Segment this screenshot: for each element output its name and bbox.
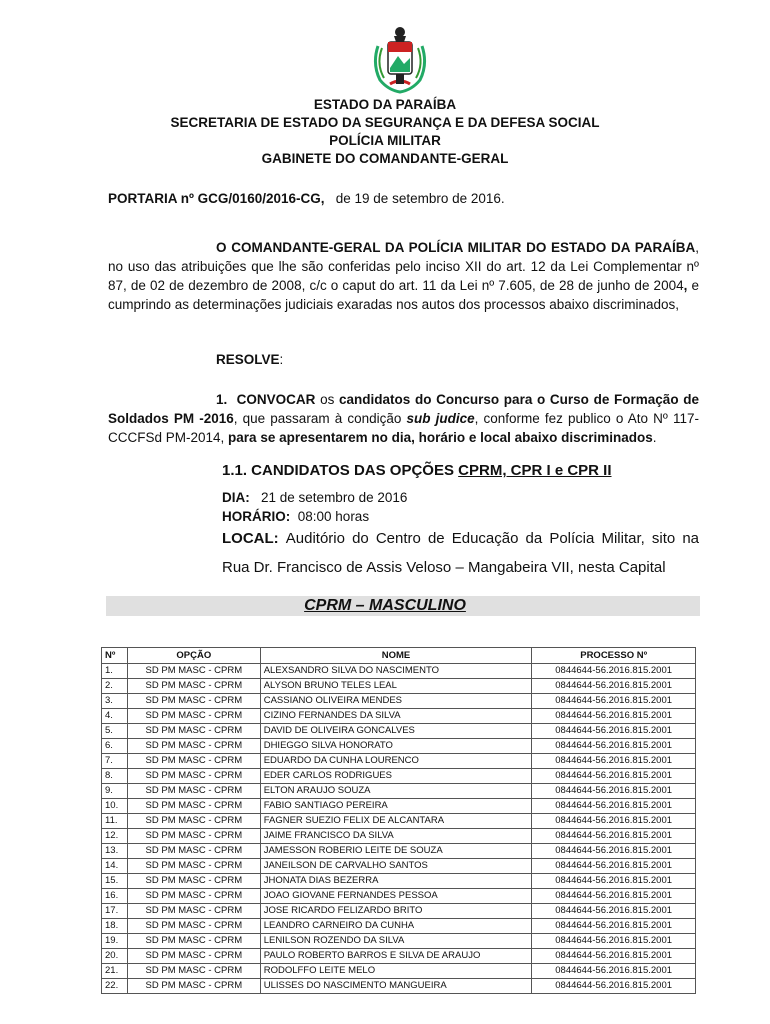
resolve-label: RESOLVE (216, 352, 280, 367)
row-option: SD PM MASC - CPRM (127, 844, 260, 859)
row-name: CASSIANO OLIVEIRA MENDES (260, 694, 532, 709)
row-number: 5. (102, 724, 128, 739)
row-option: SD PM MASC - CPRM (127, 859, 260, 874)
table-row (102, 769, 696, 784)
row-process: 0844644-56.2016.815.2001 (532, 859, 696, 874)
row-number: 7. (102, 754, 128, 769)
table-row (102, 724, 696, 739)
header-state: ESTADO DA PARAÍBA (313, 97, 457, 112)
local-paragraph (222, 524, 699, 582)
portaria-label: PORTARIA nº GCG/0160/2016-CG, (108, 191, 325, 206)
row-option: SD PM MASC - CPRM (127, 889, 260, 904)
row-process: 0844644-56.2016.815.2001 (532, 949, 696, 964)
row-option: SD PM MASC - CPRM (127, 739, 260, 754)
item-1-bold-2: para se apresentarem no dia, horário e local abaixo discriminados (228, 430, 653, 445)
row-option: SD PM MASC - CPRM (127, 679, 260, 694)
row-number: 15. (102, 874, 128, 889)
row-process: 0844644-56.2016.815.2001 (532, 694, 696, 709)
candidates-table (101, 647, 696, 994)
row-name: CIZINO FERNANDES DA SILVA (260, 709, 532, 724)
row-process: 0844644-56.2016.815.2001 (532, 724, 696, 739)
section-title-prefix: 1.1. CANDIDATOS DAS OPÇÕES (222, 462, 459, 479)
row-name: RODOLFFO LEITE MELO (260, 964, 532, 979)
table-row (102, 679, 696, 694)
row-option: SD PM MASC - CPRM (127, 784, 260, 799)
row-name: LENILSON ROZENDO DA SILVA (260, 934, 532, 949)
row-number: 13. (102, 844, 128, 859)
table-row (102, 889, 696, 904)
row-number: 12. (102, 829, 128, 844)
horario-value: 08:00 horas (297, 509, 370, 524)
header-number: Nº (102, 648, 128, 664)
row-option: SD PM MASC - CPRM (127, 964, 260, 979)
row-option: SD PM MASC - CPRM (127, 709, 260, 724)
item-1-text-4: . (652, 430, 657, 445)
table-header-row (102, 648, 696, 664)
table-row (102, 739, 696, 754)
row-name: ALYSON BRUNO TELES LEAL (260, 679, 532, 694)
item-1-text-3: , conforme fez publico o Ato Nº 117-CCCFSd PM-2014, (108, 411, 699, 445)
intro-text-2: e cumprindo as determinações judiciais exaradas nos autos dos processos abaixo discriminados, (108, 278, 699, 312)
row-process: 0844644-56.2016.815.2001 (532, 919, 696, 934)
row-number: 2. (102, 679, 128, 694)
row-name: FABIO SANTIAGO PEREIRA (260, 799, 532, 814)
row-name: JAIME FRANCISCO DA SILVA (260, 829, 532, 844)
row-process: 0844644-56.2016.815.2001 (532, 799, 696, 814)
band-title: CPRM – MASCULINO (304, 597, 466, 614)
row-name: PAULO ROBERTO BARROS E SILVA DE ARAUJO (260, 949, 532, 964)
row-name: DHIEGGO SILVA HONORATO (260, 739, 532, 754)
row-number: 4. (102, 709, 128, 724)
row-number: 17. (102, 904, 128, 919)
header-secretariat: SECRETARIA DE ESTADO DA SEGURANÇA E DA DEFESA SOCIAL (170, 115, 600, 130)
row-number: 21. (102, 964, 128, 979)
row-option: SD PM MASC - CPRM (127, 769, 260, 784)
row-process: 0844644-56.2016.815.2001 (532, 784, 696, 799)
row-process: 0844644-56.2016.815.2001 (532, 664, 696, 679)
dia-value: 21 de setembro de 2016 (261, 490, 408, 505)
local-label: LOCAL: (222, 530, 279, 547)
intro-bold-comma: , (683, 278, 688, 293)
table-row (102, 814, 696, 829)
row-name: ALEXSANDRO SILVA DO NASCIMENTO (260, 664, 532, 679)
dia-label: DIA: (222, 490, 250, 505)
row-option: SD PM MASC - CPRM (127, 934, 260, 949)
row-name: JHONATA DIAS BEZERRA (260, 874, 532, 889)
row-name: JOAO GIOVANE FERNANDES PESSOA (260, 889, 532, 904)
table-row (102, 859, 696, 874)
item-1-text-2: , que passaram à condição (233, 411, 407, 426)
row-option: SD PM MASC - CPRM (127, 979, 260, 994)
row-process: 0844644-56.2016.815.2001 (532, 979, 696, 994)
row-option: SD PM MASC - CPRM (127, 754, 260, 769)
row-number: 11. (102, 814, 128, 829)
table-row (102, 949, 696, 964)
table-row (102, 829, 696, 844)
row-name: JOSE RICARDO FELIZARDO BRITO (260, 904, 532, 919)
portaria-date: de 19 de setembro de 2016. (335, 191, 505, 206)
row-process: 0844644-56.2016.815.2001 (532, 769, 696, 784)
row-number: 10. (102, 799, 128, 814)
item-1-sub-judice: sub judice (406, 411, 475, 426)
resolve-heading (216, 352, 283, 367)
row-option: SD PM MASC - CPRM (127, 694, 260, 709)
horario-line (222, 509, 369, 524)
row-process: 0844644-56.2016.815.2001 (532, 844, 696, 859)
row-process: 0844644-56.2016.815.2001 (532, 829, 696, 844)
row-option: SD PM MASC - CPRM (127, 949, 260, 964)
row-option: SD PM MASC - CPRM (127, 814, 260, 829)
dia-line (222, 490, 407, 505)
item-1-convocar: CONVOCAR (236, 392, 316, 407)
row-number: 3. (102, 694, 128, 709)
row-number: 19. (102, 934, 128, 949)
row-process: 0844644-56.2016.815.2001 (532, 934, 696, 949)
header-option: OPÇÃO (127, 648, 260, 664)
table-row (102, 709, 696, 724)
table-row (102, 784, 696, 799)
row-number: 20. (102, 949, 128, 964)
row-option: SD PM MASC - CPRM (127, 904, 260, 919)
header-process: PROCESSO Nº (532, 648, 696, 664)
item-1-number: 1. (216, 392, 228, 407)
header-name: NOME (260, 648, 532, 664)
intro-text-1: , no uso das atribuições que lhe são conferidas pelo inciso XII do art. 12 da Lei Complementar nº 87, de 02 de dezembro de 2008, c/c o caput do art. 11 da Lei nº 7.605, de 28 de junho de 2004 (108, 240, 699, 293)
intro-paragraph (108, 238, 699, 314)
row-number: 18. (102, 919, 128, 934)
header-police: POLÍCIA MILITAR (329, 133, 441, 148)
header-office: GABINETE DO COMANDANTE-GERAL (261, 151, 509, 166)
row-process: 0844644-56.2016.815.2001 (532, 754, 696, 769)
table-row (102, 979, 696, 994)
item-1-paragraph (108, 390, 699, 447)
row-option: SD PM MASC - CPRM (127, 724, 260, 739)
row-number: 9. (102, 784, 128, 799)
portaria-line (108, 191, 505, 206)
table-row (102, 754, 696, 769)
section-title (222, 462, 612, 479)
document-header (0, 96, 770, 168)
row-option: SD PM MASC - CPRM (127, 874, 260, 889)
coat-of-arms-icon (368, 24, 432, 96)
row-number: 14. (102, 859, 128, 874)
row-option: SD PM MASC - CPRM (127, 799, 260, 814)
table-row (102, 964, 696, 979)
row-process: 0844644-56.2016.815.2001 (532, 679, 696, 694)
intro-bold-lead: O COMANDANTE-GERAL DA POLÍCIA MILITAR DO ESTADO DA PARAÍBA (216, 240, 696, 255)
row-process: 0844644-56.2016.815.2001 (532, 709, 696, 724)
row-name: EDER CARLOS RODRIGUES (260, 769, 532, 784)
horario-label: HORÁRIO: (222, 509, 291, 524)
row-name: LEANDRO CARNEIRO DA CUNHA (260, 919, 532, 934)
row-name: JANEILSON DE CARVALHO SANTOS (260, 859, 532, 874)
table-row (102, 934, 696, 949)
row-name: ULISSES DO NASCIMENTO MANGUEIRA (260, 979, 532, 994)
local-value: Auditório do Centro de Educação da Polícia Militar, sito na Rua Dr. Francisco de Assis Veloso – Mangabeira VII, nesta Capital (222, 530, 700, 576)
resolve-colon: : (279, 352, 284, 367)
row-number: 8. (102, 769, 128, 784)
row-name: FAGNER SUEZIO FELIX DE ALCANTARA (260, 814, 532, 829)
table-row (102, 799, 696, 814)
table-row (102, 694, 696, 709)
table-row (102, 874, 696, 889)
table-row (102, 664, 696, 679)
item-1-bold-1: candidatos do Concurso para o Curso de Formação de Soldados PM -2016 (108, 392, 699, 426)
row-name: JAMESSON ROBERIO LEITE DE SOUZA (260, 844, 532, 859)
section-title-options: CPRM, CPR I e CPR II (458, 462, 612, 479)
table-row (102, 844, 696, 859)
row-process: 0844644-56.2016.815.2001 (532, 739, 696, 754)
row-number: 1. (102, 664, 128, 679)
row-number: 6. (102, 739, 128, 754)
row-process: 0844644-56.2016.815.2001 (532, 814, 696, 829)
row-option: SD PM MASC - CPRM (127, 829, 260, 844)
row-process: 0844644-56.2016.815.2001 (532, 874, 696, 889)
row-number: 16. (102, 889, 128, 904)
row-process: 0844644-56.2016.815.2001 (532, 889, 696, 904)
row-option: SD PM MASC - CPRM (127, 664, 260, 679)
item-1-text-1: os (315, 392, 340, 407)
table-row (102, 919, 696, 934)
row-name: ELTON ARAUJO SOUZA (260, 784, 532, 799)
row-option: SD PM MASC - CPRM (127, 919, 260, 934)
row-process: 0844644-56.2016.815.2001 (532, 904, 696, 919)
row-number: 22. (102, 979, 128, 994)
table-row (102, 904, 696, 919)
row-name: DAVID DE OLIVEIRA GONCALVES (260, 724, 532, 739)
row-name: EDUARDO DA CUNHA LOURENCO (260, 754, 532, 769)
row-process: 0844644-56.2016.815.2001 (532, 964, 696, 979)
